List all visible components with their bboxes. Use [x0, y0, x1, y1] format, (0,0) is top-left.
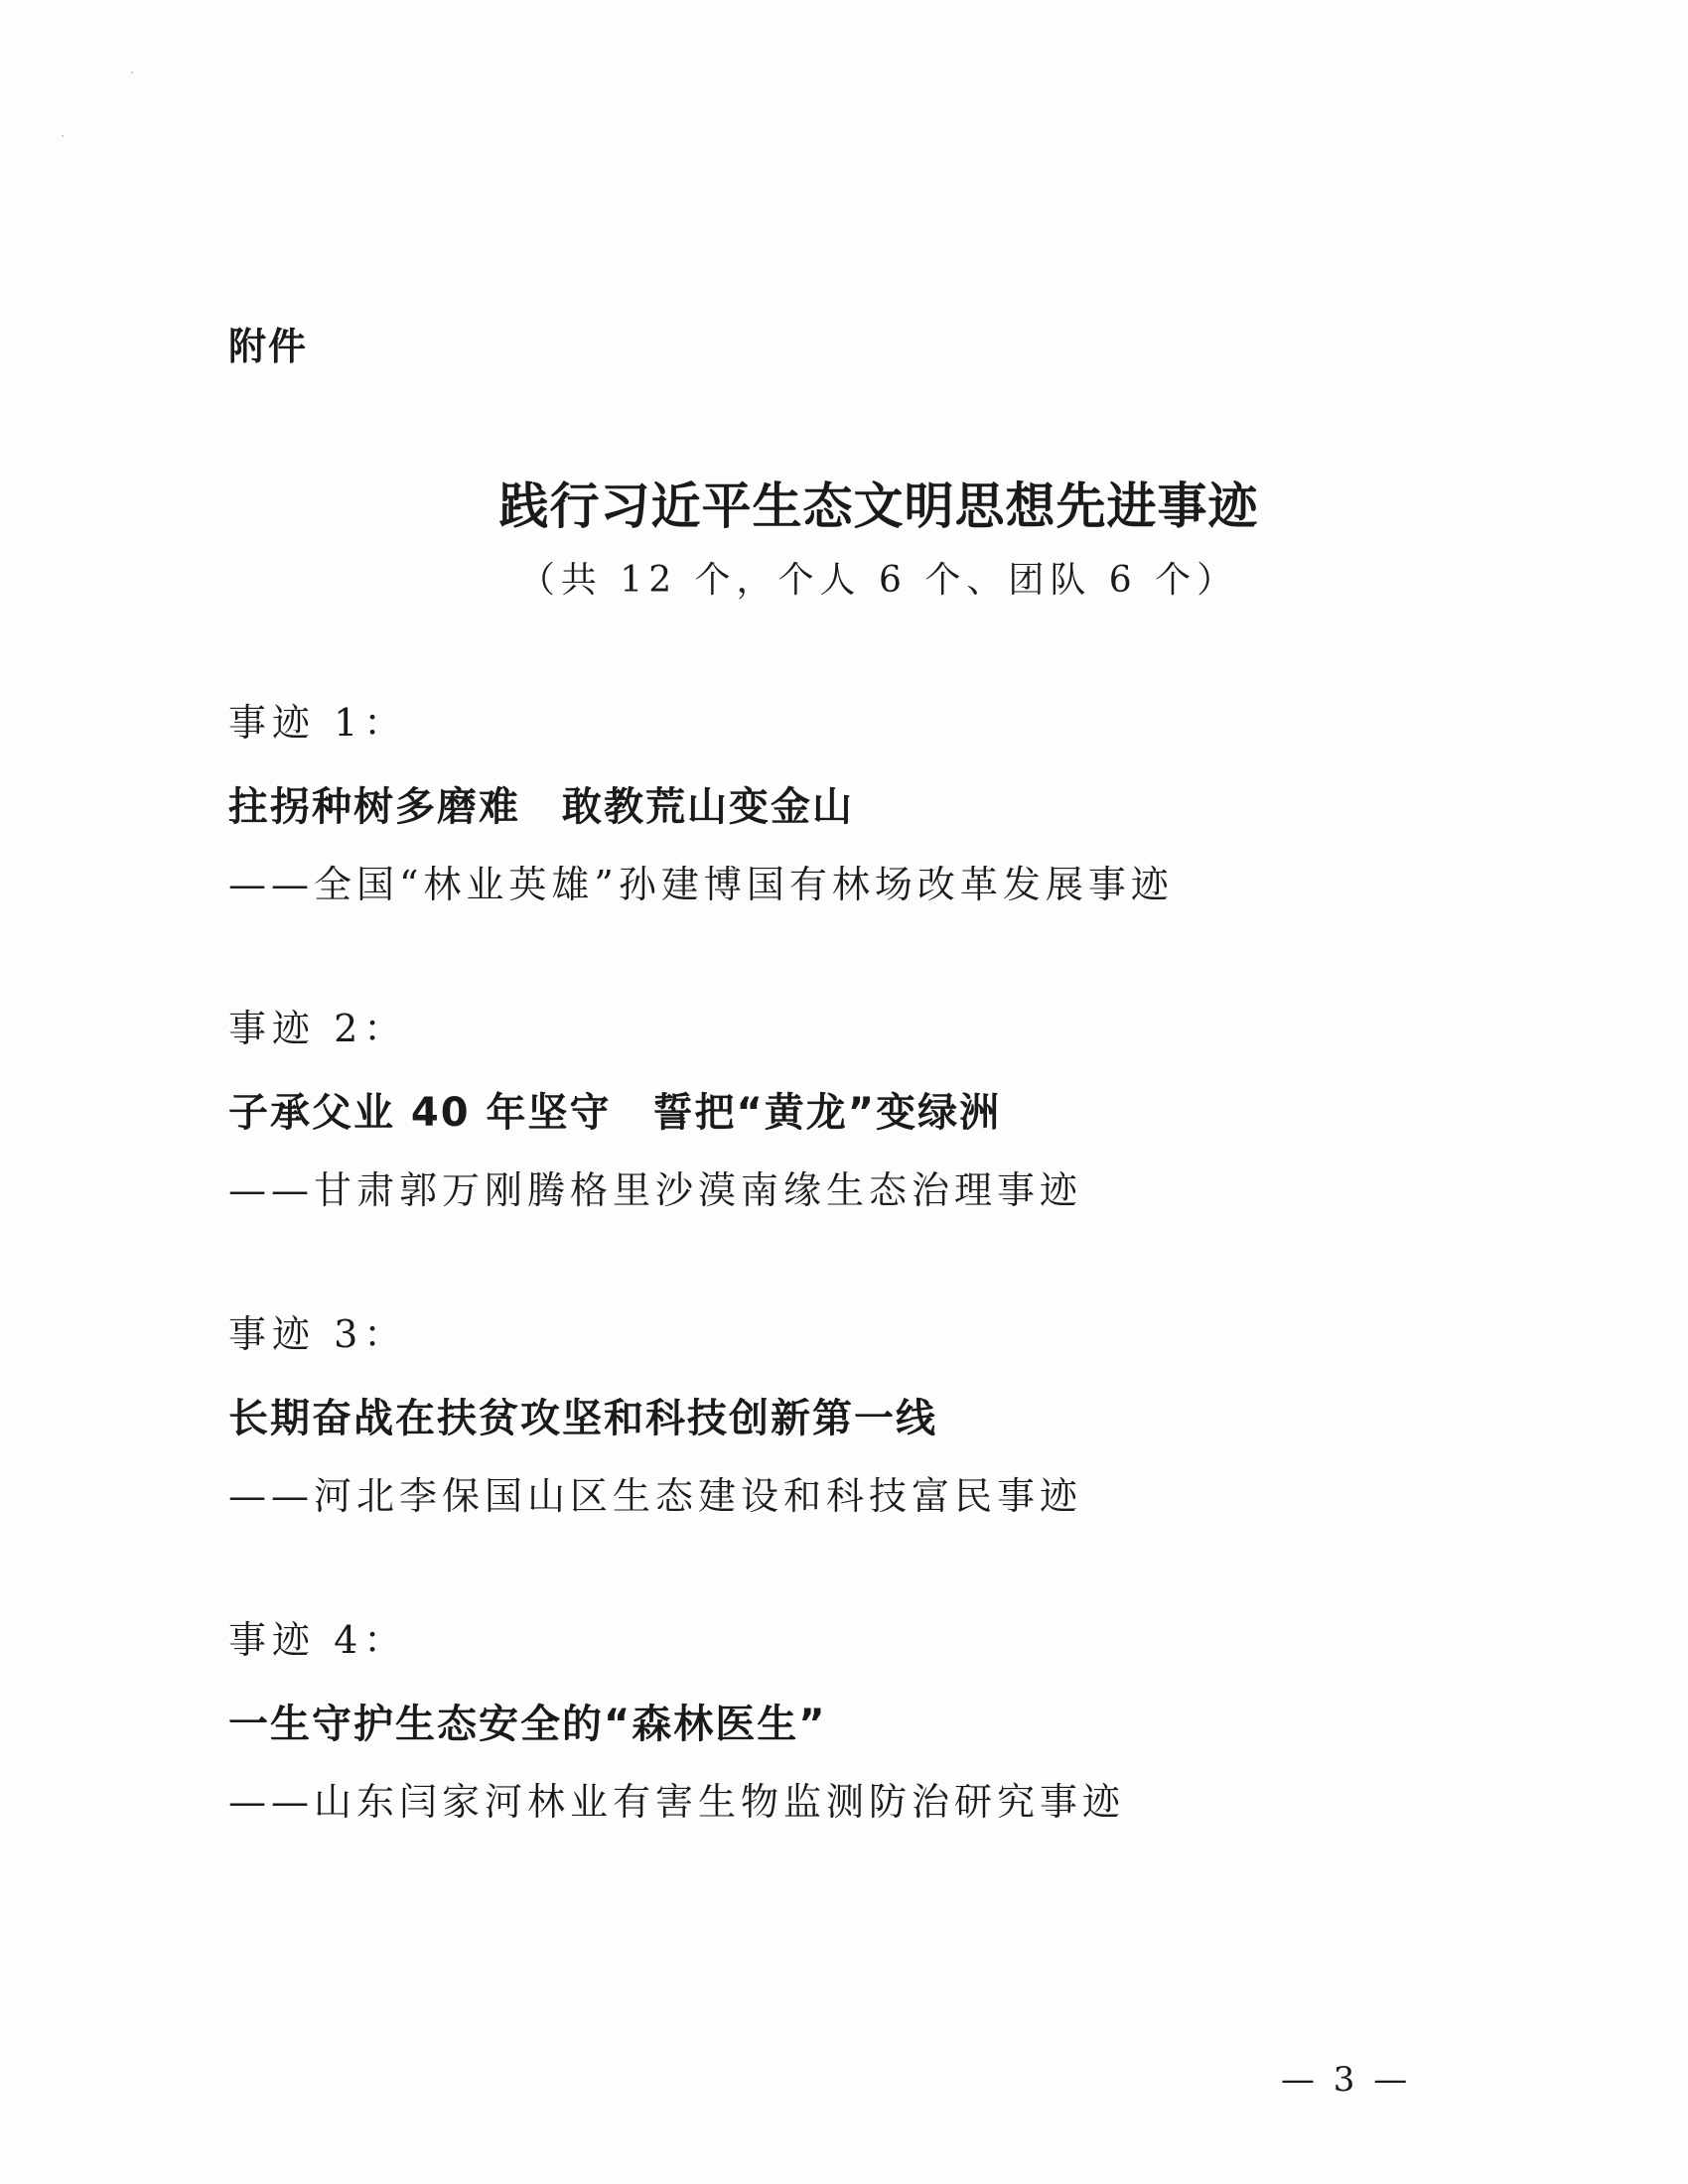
deed-subtitle: ——甘肃郭万刚腾格里沙漠南缘生态治理事迹 [228, 1168, 1083, 1212]
deed-subtitle: ——河北李保国山区生态建设和科技富民事迹 [228, 1474, 1083, 1518]
deed-1 [228, 695, 1519, 913]
document-title: 践行习近平生态文明思想先进事迹 [498, 477, 1259, 535]
attachment-label: 附件 [228, 325, 309, 368]
deed-title: 一生守护生态安全的“森林医生” [228, 1702, 827, 1747]
deed-label: 事迹 3： [228, 1312, 408, 1356]
page-number: — 3 — [1281, 2060, 1412, 2100]
deed-label: 事迹 4： [228, 1618, 408, 1662]
deed-2 [228, 1001, 1519, 1219]
deed-label: 事迹 1： [228, 701, 408, 745]
deed-title: 长期奋战在扶贫攻坚和科技创新第一线 [228, 1396, 937, 1441]
deed-subtitle: ——山东闫家河林业有害生物监测防治研究事迹 [228, 1780, 1126, 1824]
deed-label: 事迹 2： [228, 1007, 408, 1050]
scan-speck [131, 71, 133, 73]
document-subtitle: （共 12 个，个人 6 个、团队 6 个） [518, 560, 1239, 601]
deed-4 [228, 1612, 1519, 1831]
deed-subtitle: ——全国“林业英雄”孙建博国有林场改革发展事迹 [228, 863, 1174, 906]
deed-3 [228, 1306, 1519, 1525]
scan-speck [62, 135, 64, 137]
deed-title: 拄拐种树多磨难 敢教荒山变金山 [228, 784, 854, 830]
deed-title: 子承父业 40 年坚守 誓把“黄龙”变绿洲 [228, 1090, 1002, 1136]
